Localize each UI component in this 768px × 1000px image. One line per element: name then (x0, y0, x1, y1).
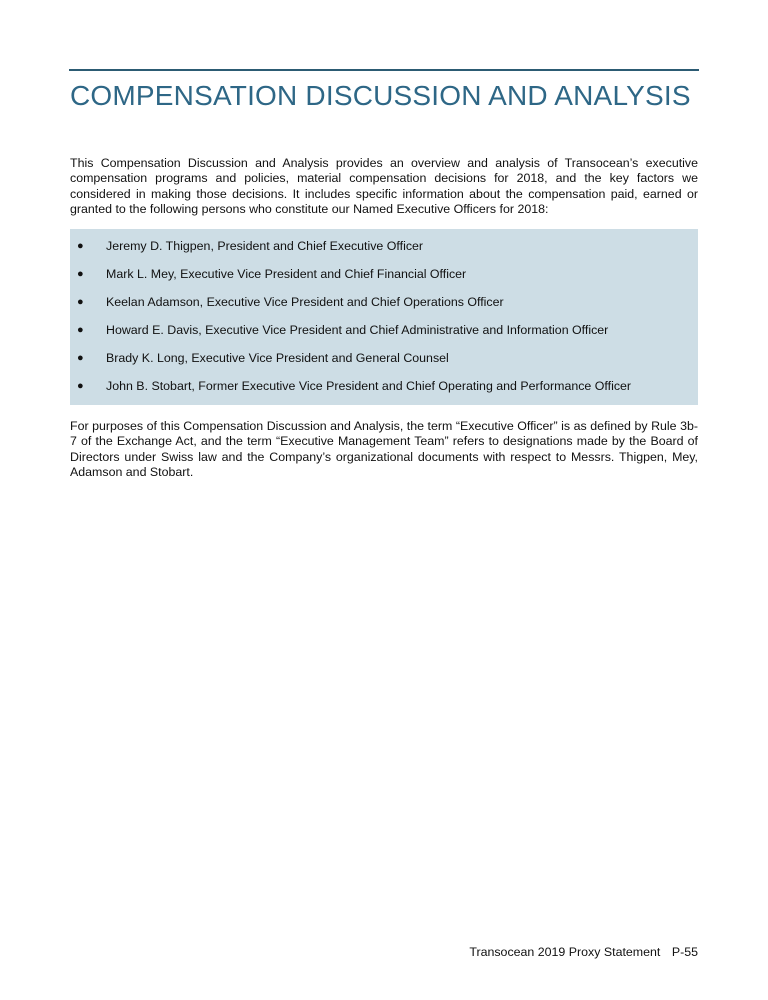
bullet-icon: ● (77, 296, 84, 308)
bullet-icon: ● (77, 324, 84, 336)
officer-name: John B. Stobart, Former Executive Vice President and Chief Operating and Performance Officer (106, 379, 632, 393)
officer-name: Keelan Adamson, Executive Vice President and Chief Operations Officer (106, 295, 504, 309)
officer-name: Brady K. Long, Executive Vice President and General Counsel (106, 351, 449, 365)
footer-publication: Transocean 2019 Proxy Statement (469, 945, 661, 959)
bullet-icon: ● (77, 268, 84, 280)
page-footer (469, 945, 698, 960)
definitions-paragraph: For purposes of this Compensation Discussion and Analysis, the term “Executive Officer” is as defined by Rule 3b-7 of the Exchange Act, and the term “Executive Management Team” refers to designations made by the Board of Directors under Swiss law and the Company’s organizational documents with respect to Messrs. Thigpen, Mey, Adamson and Stobart. (70, 419, 698, 480)
list-item (70, 295, 698, 323)
list-item (70, 239, 698, 267)
footer-page-number: P-55 (671, 945, 698, 959)
named-executive-officers-list (70, 239, 698, 407)
officer-name: Jeremy D. Thigpen, President and Chief Executive Officer (106, 239, 424, 253)
officer-name: Howard E. Davis, Executive Vice President and Chief Administrative and Information Officer (106, 323, 609, 337)
bullet-icon: ● (77, 380, 84, 392)
list-item (70, 323, 698, 351)
bullet-icon: ● (77, 352, 84, 364)
officer-name: Mark L. Mey, Executive Vice President and Chief Financial Officer (106, 267, 467, 281)
intro-paragraph: This Compensation Discussion and Analysis provides an overview and analysis of Transocean’s executive compensation programs and policies, material compensation decisions for 2018, and the key factors we considered in making those decisions. It includes specific information about the compensation paid, earned or granted to the following persons who constitute our Named Executive Officers for 2018: (70, 156, 698, 217)
list-item (70, 379, 698, 407)
section-title: COMPENSATION DISCUSSION AND ANALYSIS (70, 80, 691, 111)
named-executive-officers-box (70, 229, 698, 405)
bullet-icon: ● (77, 240, 84, 252)
list-item (70, 267, 698, 295)
section-top-rule (69, 69, 699, 71)
list-item (70, 351, 698, 379)
